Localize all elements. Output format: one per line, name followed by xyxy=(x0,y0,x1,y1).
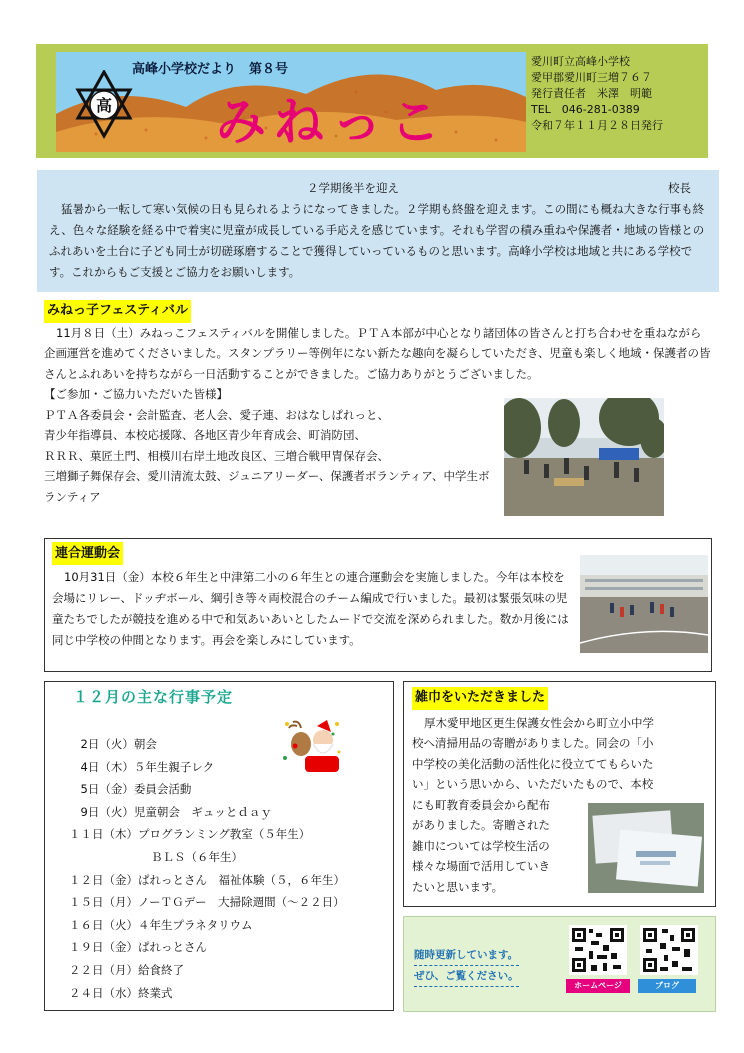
dust-cloth-line: い」という思いから、いただいたもので、本校 xyxy=(412,777,654,791)
sports-body: 10月31日（金）本校６年生と中津第二小の６年生との連合運動会を実施しました。今年は本校を会場にリレー、ドッヂボール、綱引き等々両校混合のチーム編成で行いました。最初は緊張気味の児童たちでしたが競技を進める中で和気あいあいとしたムードで交流を深められました。数か月後には同じ中学校の仲間となります。再会を楽しみにしています。 xyxy=(52,570,569,647)
dust-cloth-line: 中学校の美化活動の活性化に役立ててもらいた xyxy=(412,756,654,771)
school-info-line: 愛甲郡愛川町三増７６７ xyxy=(531,71,652,84)
school-info xyxy=(531,54,706,134)
principal-message xyxy=(37,170,719,292)
participants-block xyxy=(44,384,494,507)
schedule-item: １２日（金）ぱれっとさん 福祉体験（５，６年生） xyxy=(69,872,345,887)
festival-title: みねっ子フェスティバル xyxy=(44,300,191,323)
qr-message-line: ぜひ、ご覧ください。 xyxy=(414,966,519,987)
school-info-line: 発行責任者 米澤 明範 xyxy=(531,87,652,100)
school-info-line: TEL 046-281-0389 xyxy=(531,103,640,116)
main-title: みねっこ xyxy=(216,93,448,151)
schedule-title: １２月の主な行事予定 xyxy=(73,688,234,706)
dust-cloth-line: 雑巾については学校生活の xyxy=(412,838,550,853)
schedule-item: １５日（月）ノーＴＧデー 大掃除週間（～２２日） xyxy=(69,895,345,910)
festival-body: 11月８日（土）みねっこフェスティバルを開催しました。ＰＴＡ本部が中心となり諸団体の皆さんと打ち合わせを重ねながら企画運営を進めてくださいました。スタンプラリー等例年にない新たな趣向を凝らしていただき、児童も楽しく地域・保護者の皆さんとふれあいを持ちながら一日活動することができました。ご協力ありがとうございました。 xyxy=(44,325,711,381)
santa-reindeer-illustration xyxy=(281,718,343,774)
schedule-item: １６日（火）４年生プラネタリウム xyxy=(69,917,253,932)
dust-cloth-line: 厚木愛甲地区更生保護女性会から町立小中学 xyxy=(424,715,654,730)
festival-photo xyxy=(504,398,664,516)
newsletter-header xyxy=(36,44,708,158)
schedule-item: 2日（火）朝会 xyxy=(69,737,157,751)
participants-heading: 【ご参加・ご協力いただいた皆様】 xyxy=(44,387,228,401)
dust-cloth-photo xyxy=(588,803,704,893)
school-emblem xyxy=(74,70,134,140)
schedule-item: 9日（火）児童朝会 ギュッとｄａｙ xyxy=(69,804,272,819)
dust-cloth-line: にも町教育委員会から配布 xyxy=(412,797,550,812)
schedule-item: ２２日（月）給食終了 xyxy=(69,962,184,977)
dust-cloth-line: がありました。寄贈された xyxy=(412,818,550,832)
participants-line: 三増獅子舞保存会、愛川清流太鼓、ジュニアリーダー、保護者ボランティア、中学生ボランティア xyxy=(44,469,490,504)
dust-cloth-title: 雑巾をいただきました xyxy=(412,687,548,710)
dust-cloth-line: たいと思います。 xyxy=(412,879,504,894)
school-info-line: 令和７年１１月２８日発行 xyxy=(531,119,663,132)
homepage-label[interactable]: ホームページ xyxy=(566,979,630,993)
principal-signature: 校長 xyxy=(668,181,691,195)
principal-headline-row xyxy=(49,178,707,199)
qr-code-box xyxy=(403,916,716,1012)
qr-message xyxy=(414,945,519,987)
dust-cloth-line: 校へ清掃用品の寄贈がありました。同会の「小 xyxy=(412,736,654,750)
emblem-char: 高 xyxy=(95,96,113,115)
schedule-item: 4日（木）５年生親子レク xyxy=(69,759,215,774)
schedule-item: 5日（金）委員会活動 xyxy=(69,782,192,797)
principal-headline: ２学期後半を迎え xyxy=(307,181,399,195)
schedule-item: ＢＬＳ（６年生） xyxy=(151,849,243,864)
sports-photo xyxy=(580,555,708,653)
participants-line: 青少年指導員、本校応援隊、各地区青少年育成会、町消防団、 xyxy=(44,428,366,442)
homepage-qr-code[interactable] xyxy=(569,925,627,975)
schedule-item: ２４日（水）終業式 xyxy=(69,985,173,1000)
schedule-item: １１日（木）プログランミング教室（５年生） xyxy=(69,827,311,842)
dust-cloth-line: 様々な場面で活用していき xyxy=(412,859,550,873)
participants-line: ＰＴＡ各委員会・会計監査、老人会、愛子連、おはなしぱれっと、 xyxy=(44,407,389,422)
blog-qr-code[interactable] xyxy=(640,925,698,975)
sports-title: 連合運動会 xyxy=(52,542,123,565)
schedule-item: １９日（金）ぱれっとさん xyxy=(69,940,207,955)
december-schedule xyxy=(44,681,394,1011)
principal-body: 猛暑から一転して寒い気候の日も見られるようになってきました。２学期も終盤を迎えます。この間にも概ね大きな行事も終え、色々な経験を経る中で着実に児童が成長している手応えを感じています。それも学習の積み重ねや保護者・地域の皆様とのふれあいを土台に子ども同士が切磋琢磨することで獲得していっているものと思います。高峰小学校は地域と共にある学校です。これからもご支援とご協力をお願いします。 xyxy=(49,202,705,279)
blog-label[interactable]: ブログ xyxy=(638,979,696,993)
school-info-line: 愛川町立高峰小学校 xyxy=(531,55,630,68)
participants-line: ＲＲＲ、菓匠土門、相模川右岸土地改良区、三増合戦甲冑保存会、 xyxy=(44,448,389,463)
qr-message-line: 随時更新しています。 xyxy=(414,945,519,966)
newsletter-title: 高峰小学校だより 第８号 xyxy=(132,62,289,77)
